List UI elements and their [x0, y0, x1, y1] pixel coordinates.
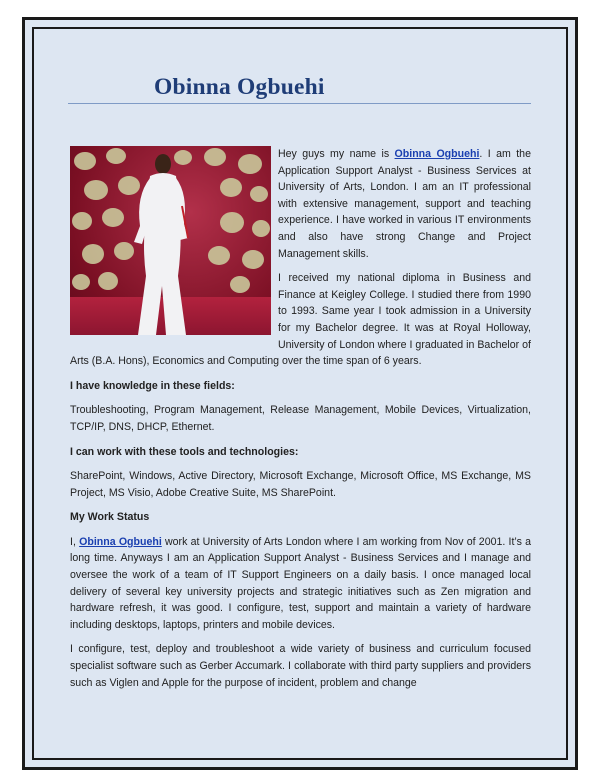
title-divider — [68, 103, 531, 104]
knowledge-heading: I have knowledge in these fields: — [70, 379, 235, 392]
work-status-paragraph-2: I configure, test, deploy and troubleshoot a wide variety of business and curriculum focused specialist software such as Gerber Accumark. I collaborate with third party suppliers and providers such as Viglen and Apple for the purpose of incident, problem and change — [70, 643, 531, 689]
work-status-heading: My Work Status — [70, 511, 150, 524]
tools-text: SharePoint, Windows, Active Directory, Microsoft Exchange, Microsoft Office, MS Exchange, MS Project, MS Visio, Adobe Creative Suite, MS SharePoint. — [70, 470, 531, 499]
knowledge-text: Troubleshooting, Program Management, Release Management, Mobile Devices, Virtualization, TCP/IP, DNS, DHCP, Ethernet. — [70, 404, 531, 433]
work-status-paragraph: I, Obinna Ogbuehi work at University of Arts London where I am working from Nov of 2001. It’s a long time. Anyways I am an Application Support Analyst - Business Services and I manage and oversee the work of a team of IT Support Engineers on a daily basis. I once managed local delivery of several key university projects and strategic initiatives such as Zen migration and hardware refresh, it was good. I configure, test, support and maintain a variety of hardware including desktops, laptops, printers and mobile devices. — [70, 535, 531, 631]
education-paragraph: I received my national diploma in Business and Finance at Keigley College. I studied there from 1990 to 1993. Same year I took admission in a University for my Bachelor degree. It was at Royal Holloway, University of London where I graduated in Bachelor of Arts (B.A. Hons), Economics and Computing over the time span of 6 years. — [70, 272, 531, 368]
person-figure — [70, 146, 271, 335]
document-body — [70, 146, 531, 699]
profile-photo — [70, 146, 271, 335]
intro-paragraph: Hey guys my name is Obinna Ogbuehi. I am the Application Support Analyst - Business Services at University of Arts, London. I am an IT professional with extensive management, support and teaching experience. I have worked in various IT environments and also have strong Change and Project Management skills. — [278, 148, 531, 260]
name-link-2[interactable]: Obinna Ogbuehi — [79, 535, 162, 548]
name-link[interactable]: Obinna Ogbuehi — [394, 148, 480, 160]
page-title: Obinna Ogbuehi — [154, 74, 325, 100]
tools-heading: I can work with these tools and technologies: — [70, 445, 299, 458]
